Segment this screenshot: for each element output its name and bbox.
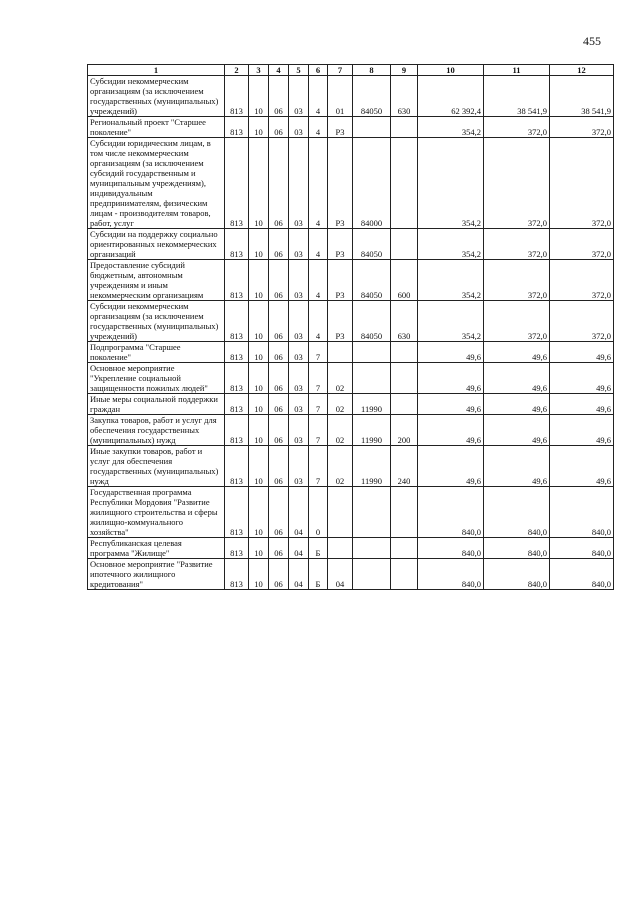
row-value-cell: 49,6	[418, 342, 484, 363]
table-row	[88, 538, 614, 559]
row-value-cell	[391, 363, 418, 394]
row-value-cell: 813	[225, 76, 249, 117]
row-value-cell: 84050	[353, 301, 391, 342]
row-value-cell	[328, 487, 353, 538]
row-value-cell: 10	[249, 117, 269, 138]
row-value-cell	[391, 138, 418, 229]
row-value-cell: 10	[249, 138, 269, 229]
row-value-cell	[353, 117, 391, 138]
column-header-5: 5	[289, 65, 309, 76]
row-value-cell: 10	[249, 415, 269, 446]
row-value-cell: 06	[269, 342, 289, 363]
column-header-2: 2	[225, 65, 249, 76]
row-value-cell	[391, 487, 418, 538]
row-value-cell: 49,6	[550, 342, 614, 363]
row-name-cell: Субсидии на поддержку социально ориентированных некоммерческих организаций	[88, 229, 225, 260]
table-row	[88, 117, 614, 138]
row-value-cell: P3	[328, 260, 353, 301]
table-row	[88, 229, 614, 260]
row-value-cell: P3	[328, 117, 353, 138]
column-header-3: 3	[249, 65, 269, 76]
row-value-cell: 813	[225, 363, 249, 394]
row-value-cell: 840,0	[484, 487, 550, 538]
row-name-cell: Иные меры социальной поддержки граждан	[88, 394, 225, 415]
row-value-cell: 49,6	[484, 342, 550, 363]
row-value-cell: 06	[269, 138, 289, 229]
row-value-cell	[391, 394, 418, 415]
row-value-cell: 49,6	[418, 394, 484, 415]
row-value-cell: 06	[269, 76, 289, 117]
page-number: 455	[583, 34, 601, 48]
row-value-cell: 02	[328, 446, 353, 487]
row-value-cell: P3	[328, 301, 353, 342]
row-value-cell: 372,0	[550, 229, 614, 260]
table-row	[88, 559, 614, 590]
row-value-cell: 10	[249, 342, 269, 363]
row-value-cell: P3	[328, 138, 353, 229]
row-value-cell: 06	[269, 260, 289, 301]
row-value-cell: 49,6	[550, 363, 614, 394]
column-header-12: 12	[550, 65, 614, 76]
row-value-cell: 4	[309, 76, 328, 117]
column-header-6: 6	[309, 65, 328, 76]
row-value-cell: 10	[249, 301, 269, 342]
row-value-cell: 840,0	[550, 559, 614, 590]
table-row	[88, 76, 614, 117]
row-value-cell: 240	[391, 446, 418, 487]
table-row	[88, 446, 614, 487]
row-value-cell: Б	[309, 538, 328, 559]
row-value-cell	[353, 559, 391, 590]
row-value-cell	[328, 538, 353, 559]
table-row	[88, 138, 614, 229]
row-value-cell: 4	[309, 229, 328, 260]
row-value-cell: 630	[391, 76, 418, 117]
row-value-cell: 03	[289, 446, 309, 487]
row-value-cell	[391, 229, 418, 260]
row-value-cell: 03	[289, 394, 309, 415]
row-name-cell: Иные закупки товаров, работ и услуг для обеспечения государственных (муниципальных) нужд	[88, 446, 225, 487]
row-name-cell: Подпрограмма "Старшее поколение"	[88, 342, 225, 363]
row-value-cell	[353, 487, 391, 538]
row-value-cell: 11990	[353, 415, 391, 446]
row-value-cell: 10	[249, 446, 269, 487]
row-value-cell: 02	[328, 363, 353, 394]
row-value-cell: 200	[391, 415, 418, 446]
row-value-cell: 49,6	[484, 363, 550, 394]
table-row	[88, 394, 614, 415]
row-value-cell	[353, 342, 391, 363]
budget-table	[87, 64, 614, 590]
row-value-cell: 7	[309, 415, 328, 446]
row-name-cell: Субсидии юридическим лицам, в том числе некоммерческим организациям (за исключением субсидий государственным и муниципальным учреждениям), индивидуальным предпринимателям, физическим лицам - производителям товаров, работ, услуг	[88, 138, 225, 229]
column-header-11: 11	[484, 65, 550, 76]
row-value-cell: 06	[269, 559, 289, 590]
row-value-cell: 11990	[353, 446, 391, 487]
row-value-cell: 7	[309, 446, 328, 487]
row-value-cell: 06	[269, 229, 289, 260]
row-name-cell: Субсидии некоммерческим организациям (за исключением государственных (муниципальных) учреждений)	[88, 301, 225, 342]
row-value-cell: Б	[309, 559, 328, 590]
row-value-cell: 38 541,9	[550, 76, 614, 117]
row-value-cell: 840,0	[484, 538, 550, 559]
row-name-cell: Субсидии некоммерческим организациям (за исключением государственных (муниципальных) учреждений)	[88, 76, 225, 117]
row-value-cell: 10	[249, 487, 269, 538]
row-value-cell: 38 541,9	[484, 76, 550, 117]
row-value-cell: 354,2	[418, 229, 484, 260]
row-value-cell: 840,0	[418, 559, 484, 590]
row-value-cell: 06	[269, 301, 289, 342]
row-value-cell: 49,6	[418, 415, 484, 446]
row-value-cell: 02	[328, 394, 353, 415]
row-value-cell: 372,0	[550, 138, 614, 229]
row-value-cell: 49,6	[484, 446, 550, 487]
row-value-cell	[328, 342, 353, 363]
row-value-cell: 813	[225, 394, 249, 415]
row-value-cell: 49,6	[418, 363, 484, 394]
row-value-cell: 10	[249, 394, 269, 415]
row-value-cell: 10	[249, 538, 269, 559]
row-value-cell: 06	[269, 538, 289, 559]
row-name-cell: Основное мероприятие "Развитие ипотечного жилищного кредитования"	[88, 559, 225, 590]
row-value-cell: 813	[225, 117, 249, 138]
row-value-cell: 372,0	[484, 229, 550, 260]
row-value-cell: 7	[309, 342, 328, 363]
row-value-cell: 354,2	[418, 117, 484, 138]
row-value-cell: 813	[225, 138, 249, 229]
row-name-cell: Республиканская целевая программа "Жилище"	[88, 538, 225, 559]
row-value-cell: 813	[225, 415, 249, 446]
table-row	[88, 487, 614, 538]
row-name-cell: Региональный проект "Старшее поколение"	[88, 117, 225, 138]
row-value-cell: 03	[289, 301, 309, 342]
row-value-cell: 840,0	[484, 559, 550, 590]
row-value-cell: 11990	[353, 394, 391, 415]
row-value-cell: 372,0	[484, 301, 550, 342]
row-value-cell: 813	[225, 229, 249, 260]
row-value-cell: 06	[269, 415, 289, 446]
row-value-cell: 840,0	[418, 487, 484, 538]
row-value-cell: 372,0	[484, 117, 550, 138]
row-value-cell: 4	[309, 138, 328, 229]
row-value-cell: 354,2	[418, 138, 484, 229]
row-name-cell: Основное мероприятие "Укрепление социальной защищенности пожилых людей"	[88, 363, 225, 394]
row-value-cell: 03	[289, 76, 309, 117]
row-value-cell: 4	[309, 117, 328, 138]
row-value-cell: 372,0	[550, 301, 614, 342]
row-value-cell: 354,2	[418, 260, 484, 301]
row-value-cell: 49,6	[550, 415, 614, 446]
row-value-cell: 372,0	[484, 138, 550, 229]
row-value-cell: 03	[289, 229, 309, 260]
row-value-cell: 84050	[353, 229, 391, 260]
row-value-cell: 600	[391, 260, 418, 301]
column-header-7: 7	[328, 65, 353, 76]
row-value-cell: 10	[249, 260, 269, 301]
row-value-cell: 84000	[353, 138, 391, 229]
row-value-cell: 813	[225, 260, 249, 301]
row-value-cell: 06	[269, 394, 289, 415]
column-header-9: 9	[391, 65, 418, 76]
row-value-cell	[391, 538, 418, 559]
column-header-10: 10	[418, 65, 484, 76]
row-value-cell: 813	[225, 301, 249, 342]
row-value-cell	[391, 559, 418, 590]
row-value-cell: 840,0	[550, 487, 614, 538]
row-value-cell: 10	[249, 363, 269, 394]
row-value-cell: 84050	[353, 260, 391, 301]
table-row	[88, 342, 614, 363]
row-value-cell: 03	[289, 138, 309, 229]
row-value-cell: 04	[289, 559, 309, 590]
table-header-row	[88, 65, 614, 76]
row-value-cell: 49,6	[484, 415, 550, 446]
row-name-cell: Предоставление субсидий бюджетным, автономным учреждениям и иным некоммерческим организациям	[88, 260, 225, 301]
row-value-cell: 0	[309, 487, 328, 538]
row-value-cell: 03	[289, 363, 309, 394]
row-value-cell	[353, 538, 391, 559]
row-value-cell: 354,2	[418, 301, 484, 342]
row-value-cell	[353, 363, 391, 394]
column-header-8: 8	[353, 65, 391, 76]
table-row	[88, 415, 614, 446]
row-value-cell: 813	[225, 559, 249, 590]
row-value-cell: 49,6	[418, 446, 484, 487]
row-value-cell: 10	[249, 559, 269, 590]
row-value-cell: 813	[225, 342, 249, 363]
row-value-cell	[391, 342, 418, 363]
row-value-cell	[391, 117, 418, 138]
row-value-cell: 04	[289, 487, 309, 538]
row-value-cell: 04	[328, 559, 353, 590]
row-value-cell: 813	[225, 446, 249, 487]
row-value-cell: 84050	[353, 76, 391, 117]
row-value-cell: 4	[309, 260, 328, 301]
row-value-cell: 372,0	[484, 260, 550, 301]
row-value-cell: 01	[328, 76, 353, 117]
row-value-cell: 4	[309, 301, 328, 342]
row-value-cell: 49,6	[550, 394, 614, 415]
column-header-4: 4	[269, 65, 289, 76]
row-value-cell: 02	[328, 415, 353, 446]
row-value-cell: 06	[269, 363, 289, 394]
row-value-cell: 49,6	[550, 446, 614, 487]
row-value-cell: 630	[391, 301, 418, 342]
row-value-cell: 03	[289, 260, 309, 301]
row-name-cell: Государственная программа Республики Мордовия "Развитие жилищного строительства и сферы жилищно-коммунального хозяйства"	[88, 487, 225, 538]
row-value-cell: 813	[225, 538, 249, 559]
row-value-cell: 03	[289, 415, 309, 446]
table-row	[88, 260, 614, 301]
row-value-cell: P3	[328, 229, 353, 260]
row-value-cell: 372,0	[550, 260, 614, 301]
row-value-cell: 10	[249, 229, 269, 260]
row-value-cell: 03	[289, 342, 309, 363]
row-value-cell: 62 392,4	[418, 76, 484, 117]
table-row	[88, 363, 614, 394]
row-value-cell: 10	[249, 76, 269, 117]
row-value-cell: 840,0	[550, 538, 614, 559]
row-value-cell: 7	[309, 394, 328, 415]
row-value-cell: 7	[309, 363, 328, 394]
row-value-cell: 840,0	[418, 538, 484, 559]
row-value-cell: 04	[289, 538, 309, 559]
row-value-cell: 06	[269, 487, 289, 538]
table-row	[88, 301, 614, 342]
column-header-1: 1	[88, 65, 225, 76]
row-value-cell: 372,0	[550, 117, 614, 138]
row-value-cell: 06	[269, 117, 289, 138]
row-value-cell: 06	[269, 446, 289, 487]
row-name-cell: Закупка товаров, работ и услуг для обеспечения государственных (муниципальных) нужд	[88, 415, 225, 446]
row-value-cell: 49,6	[484, 394, 550, 415]
row-value-cell: 813	[225, 487, 249, 538]
row-value-cell: 03	[289, 117, 309, 138]
